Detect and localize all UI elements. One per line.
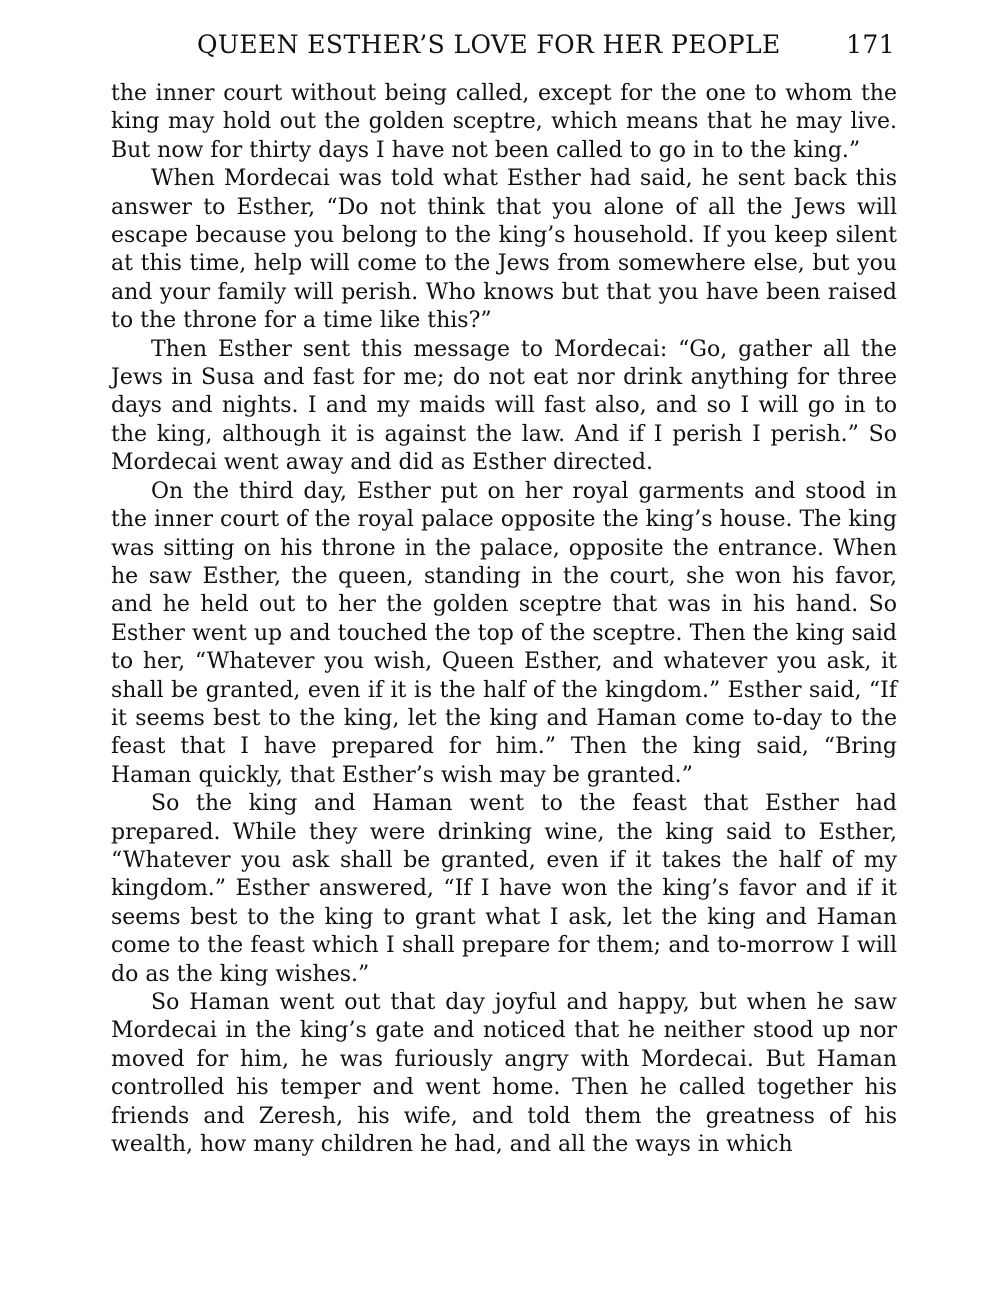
body-text (111, 80, 897, 1159)
paragraph-third-day: On the third day, Esther put on her royal garments and stood in the inner court of the royal palace opposite the king’s house. The king was sitting on his throne in the palace, opposite the entrance. When he saw Esther, the queen, standing in the court, she won his favor, and he held out to her the golden sceptre that was in his hand. So Esther went up and touched the top of the sceptre. Then the king said to her, “Whatever you wish, Queen Esther, and whatever you ask, it shall be granted, even if it is the half of the kingdom.” Esther said, “If it seems best to the king, let the king and Haman come to-day to the feast that I have prepared for him.” Then the king said, “Bring Haman quickly, that Esther’s wish may be granted.” (111, 478, 897, 788)
paragraph-haman-home: So Haman went out that day joyful and happy, but when he saw Mordecai in the king’s gate and noticed that he neither stood up nor moved for him, he was furiously angry with Mordecai. But Haman controlled his temper and went home. Then he called together his friends and Zeresh, his wife, and told them the greatness of his wealth, how many children he had, and all the ways in which (111, 990, 897, 1158)
paragraph-continuation: the inner court without being called, except for the one to whom the king may hold out the golden sceptre, which means that he may live. But now for thirty days I have not been called to go in to the king.” (111, 81, 897, 163)
paragraph-esther-message: Then Esther sent this message to Mordecai: “Go, gather all the Jews in Susa and fast for me; do not eat nor drink anything for three days and nights. I and my maids will fast also, and so I will go in to the king, although it is against the law. And if I perish I perish.” So Mordecai went away and did as Esther directed. (111, 336, 897, 476)
running-header (111, 30, 897, 80)
paragraph-feast: So the king and Haman went to the feast that Esther had prepared. While they were drinking wine, the king said to Esther, “Whatever you ask shall be granted, even if it takes the half of my kingdom.” Esther answered, “If I have won the king’s favor and if it seems best to the king to grant what I ask, let the king and Haman come to the feast which I shall prepare for them; and to-morrow I will do as the king wishes.” (111, 791, 897, 987)
paragraph-mordecai-answer: When Mordecai was told what Esther had said, he sent back this answer to Esther, “Do not think that you alone of all the Jews will escape because you belong to the king’s household. If you keep silent at this time, help will come to the Jews from somewhere else, but you and your family will perish. Who knows but that you have been raised to the throne for a time like this?” (111, 166, 897, 334)
book-page (111, 30, 897, 1159)
page-number: 171 (846, 30, 895, 59)
chapter-title: QUEEN ESTHER’S LOVE FOR HER PEOPLE (197, 30, 781, 59)
